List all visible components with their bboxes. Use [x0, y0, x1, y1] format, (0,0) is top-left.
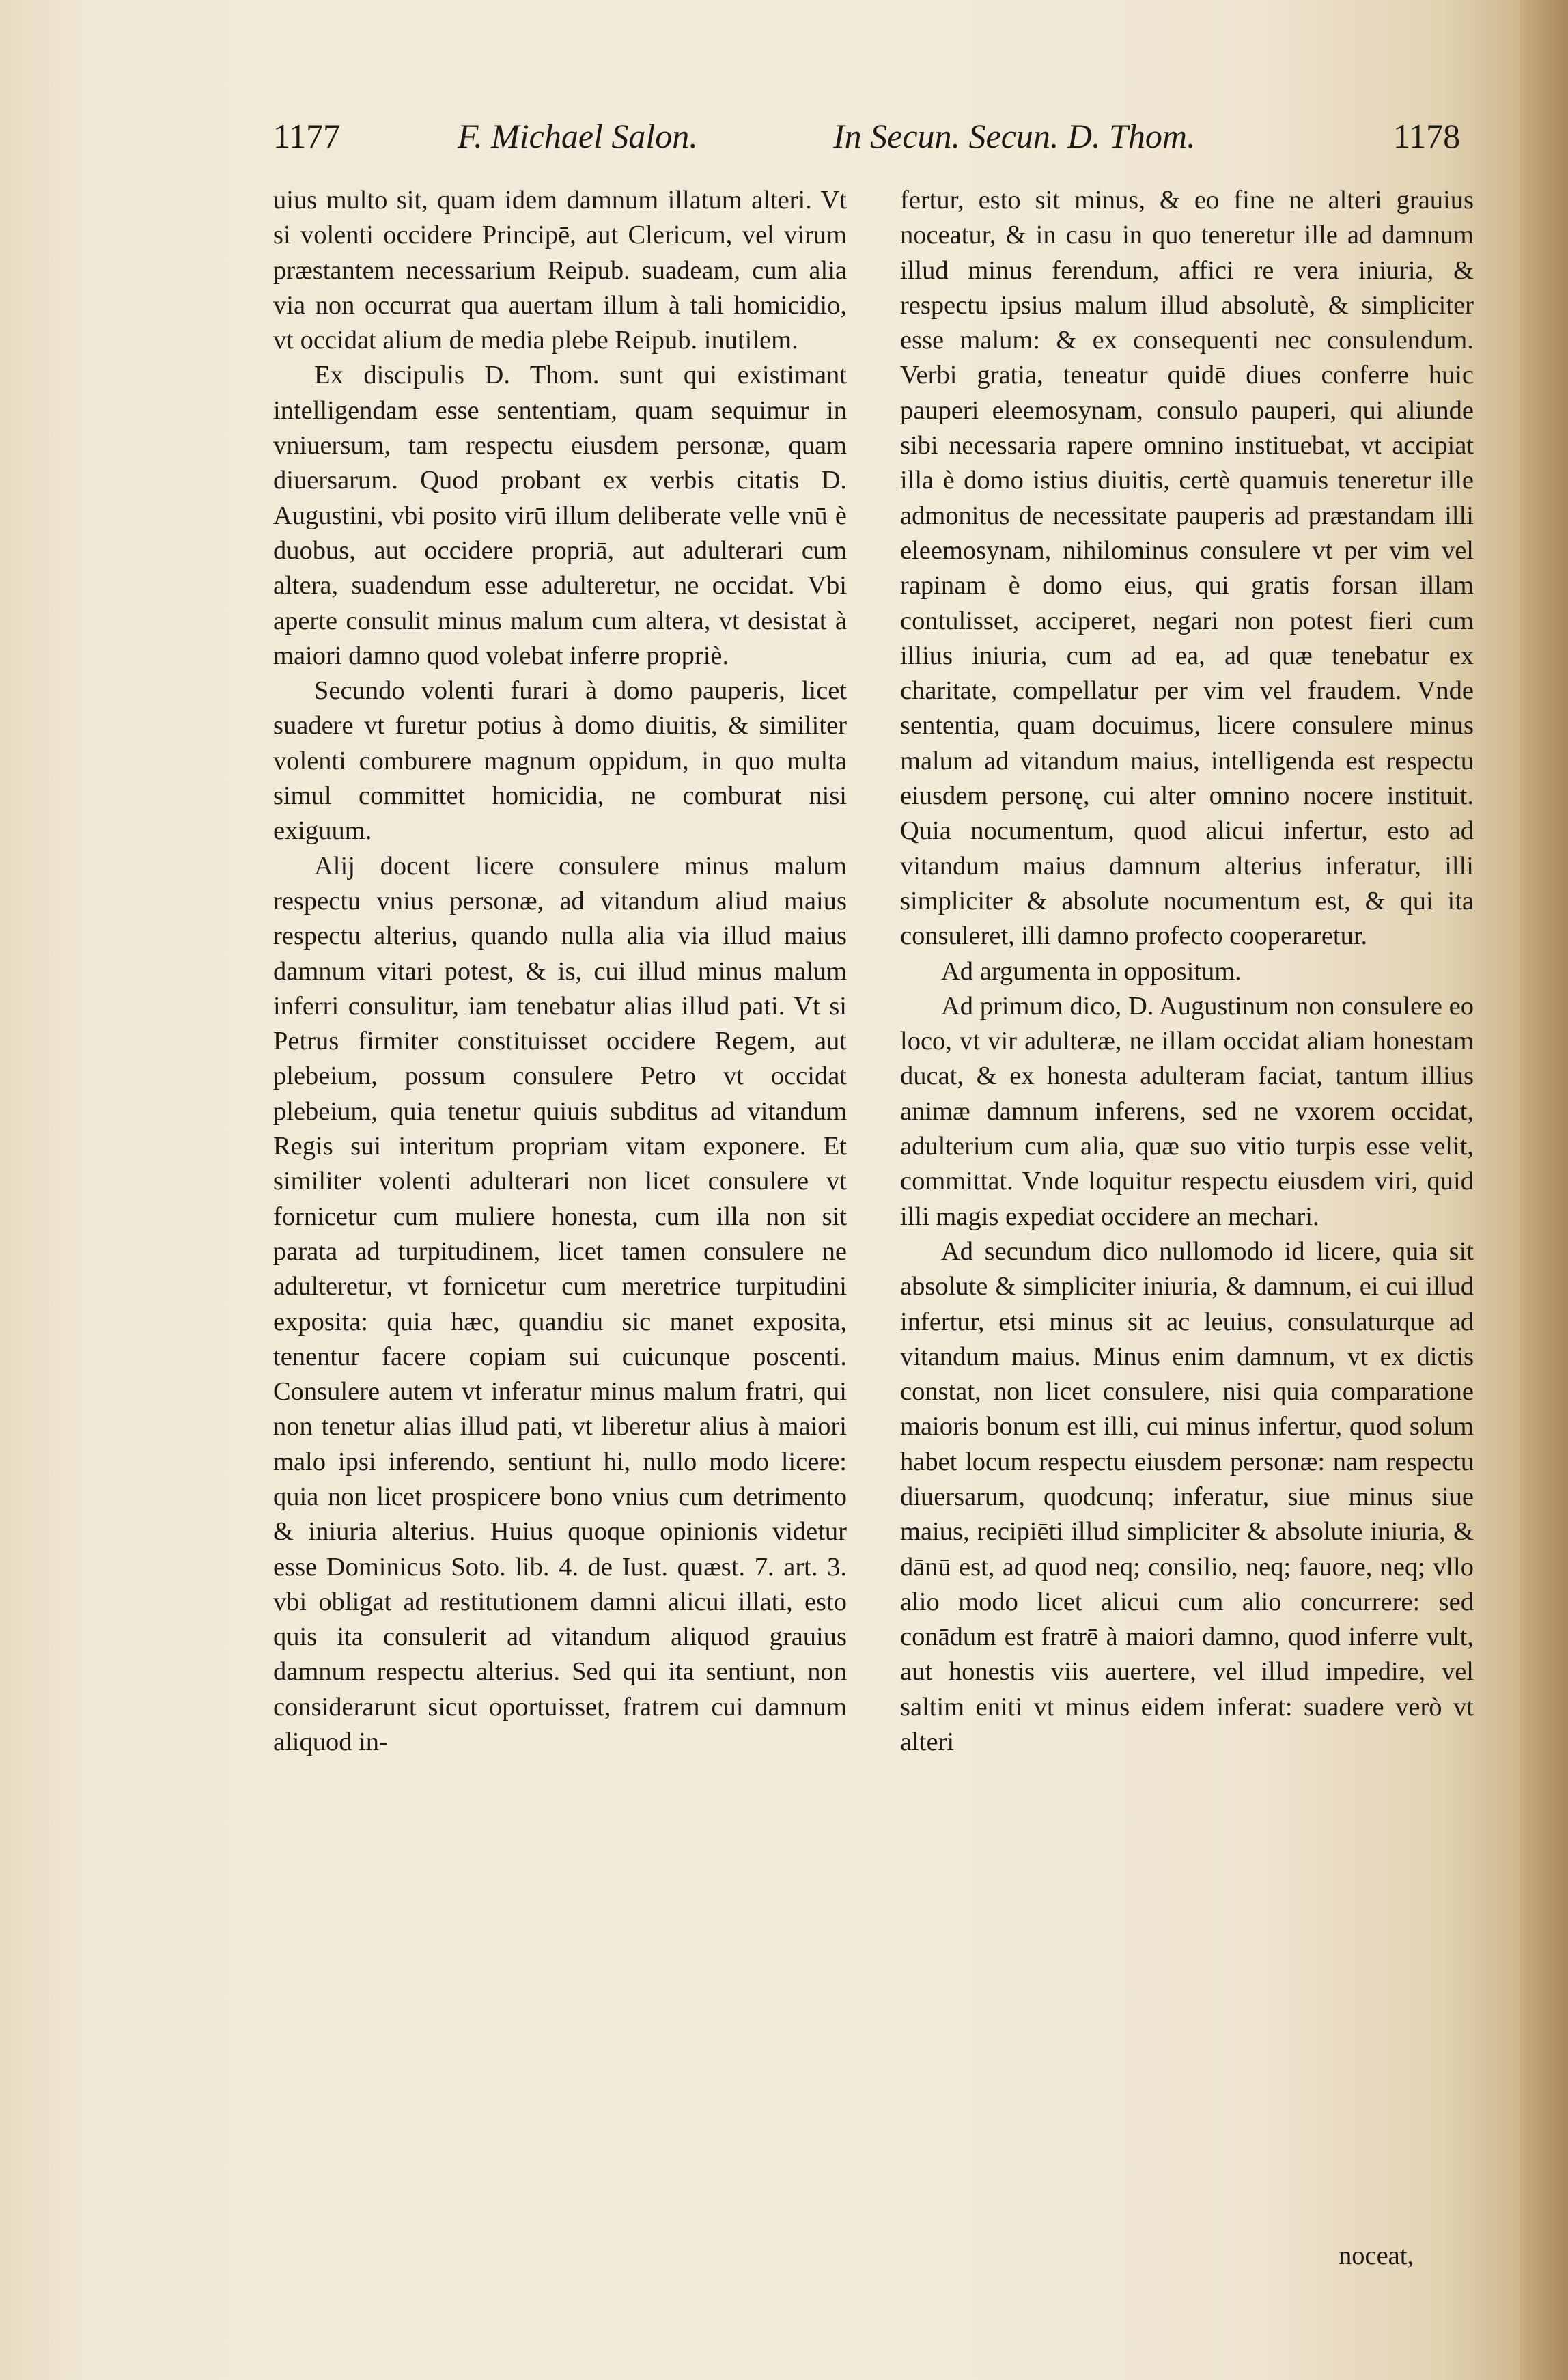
paragraph: Ex discipulis D. Thom. sunt qui existimant intelligendam esse sententiam, quam sequimur in vniuersum, tam respectu eiusdem personæ, quam diuersarum. Quod probant ex verbis citatis D. Augustini, vbi posito virū illum deliberate velle vnū è duobus, aut occidere propriā, aut adulterari cum altera, suadendum esse adulteretur, ne occidat. Vbi aperte consulit minus malum cum altera, vt desistat à maiori damno quod volebat inferre propriè.: [273, 361, 847, 670]
section-heading: Ad argumenta in oppositum.: [941, 956, 1242, 986]
facing-page-edge: [1520, 0, 1568, 2380]
paragraph: Ad secundum dico nullomodo id licere, quia sit absolute & simpliciter iniuria, & damnum, ei cui illud infertur, etsi minus sit ac leuius, consulaturque ad vitandum maius. Minus enim damnum, vt ex dictis constat, non licet consulere, nisi quia comparatione maioris bonum est illi, cui minus infertur, quod solum habet locum respectu eiusdem personæ: nam respectu diuersarum, quodcunq; inferatur, siue minus siue maius, recipiēti illud simpliciter & absolute iniuria, & dānū est, ad quod neq; consilio, neq; fauore, neq; vllo alio modo licet alicui cum alio concurrere: sed conādum est fratrē à maiori damno, quod inferre vult, aut honestis viis auertere, vel illud impedire, vel saltim eniti vt minus eidem inferat: suadere verò vt alteri: [900, 1236, 1474, 1757]
left-column: [273, 183, 847, 1760]
page-number-right: 1178: [1393, 117, 1461, 155]
paragraph: Ad primum dico, D. Augustinum non consulere eo loco, vt vir adulteræ, ne illam occidat aliam honestam ducat, & ex honesta adulteram faciat, tantum illius animæ damnum inferens, sed ne vxorem occidat, adulterium cum alia, quæ suo vitio turpis esse velit, committat. Vnde loquitur respectu eiusdem viri, quid illi magis expediat occidere an mechari.: [900, 991, 1474, 1231]
paragraph: uius multo sit, quam idem damnum illatum alteri. Vt si volenti occidere Principē, aut Clericum, vel virum præstantem necessarium Reipub. suadeam, cum alia via non occurrat qua auertam illum à tali homicidio, vt occidat alium de media plebe Reipub. inutilem.: [273, 186, 847, 355]
page-number-left: 1177: [273, 117, 341, 155]
paragraph: Secundo volenti furari à domo pauperis, licet suadere vt furetur potius à domo diuitis, & similiter volenti comburere magnum oppidum, in quo multa simul committet homicidia, ne comburat nisi exiguum.: [273, 676, 847, 846]
paragraph: Alij docent licere consulere minus malum respectu vnius personæ, ad vitandum aliud maius respectu alterius, quando nulla alia via illud maius damnum vitari potest, & is, cui illud minus malum inferri consulitur, iam tenebatur alias illud pati. Vt si Petrus firmiter constituisset occidere Regem, aut plebeium, possum consulere Petro vt occidat plebeium, quia tenetur quiuis subditus ad vitandum Regis sui interitum propriam vitam exponere. Et similiter volenti adulterari non licet consulere vt fornicetur cum muliere honesta, cum illa non sit parata ad turpitudinem, licet tamen consulere ne adulteretur, vt fornicetur cum meretrice turpitudini exposita: quia hæc, quandiu sic manet exposita, tenentur facere copiam sui cuicunque poscenti. Consulere autem vt inferatur minus malum fratri, qui non tenetur alias illud pati, vt liberetur alius à maiori malo ipsi inferendo, sentiunt hi, nullo modo licere: quia non licet prospicere bono vnius cum detrimento & iniuria alterius. Huius quoque opinionis videtur esse Dominicus Soto. lib. 4. de Iust. quæst. 7. art. 3. vbi obligat ad restitutionem damni alicui illati, esto quis ita consulerit ad vitandum aliquod grauius damnum respectu alterius. Sed qui ita sentiunt, non considerarunt sicut oportuisset, fratrem cui damnum aliquod in-: [273, 851, 847, 1757]
catchword: noceat,: [1339, 2241, 1414, 2270]
right-column: [900, 183, 1474, 1760]
paragraph: fertur, esto sit minus, & eo fine ne alteri grauius noceatur, & in casu in quo teneretur ille ad damnum illud minus ferendum, affici re vera iniuria, & respectu ipsius malum illud absolutè, & simpliciter esse malum: & ex consequenti nec consulendum. Verbi gratia, teneatur quidē diues conferre huic pauperi eleemosynam, consulo pauperi, qui aliunde sibi necessaria rapere omnino instituebat, vt accipiat illa è domo istius diuitis, certè quamuis teneretur ille admonitus de necessitate pauperis ad præstandam illi eleemosynam, nihilominus consulere vt per vim vel rapinam è domo eius, qui gratis forsan illam contulisset, acciperet, negari non potest fieri cum illius iniuria, cum ad ea, ad quæ tenebatur ex charitate, compellatur per vim vel fraudem. Vnde sententia, quam docuimus, licere consulere minus malum ad vitandum maius, intelligenda est respectu eiusdem personę, cui alter omnino nocere instituit. Quia nocumentum, quod alicui infertur, esto ad vitandum maius damnum alterius inferatur, illi simpliciter & absolute nocumentum est, & qui ita consuleret, illi damno profecto cooperaretur.: [900, 186, 1474, 951]
running-head-author: F. Michael Salon.: [458, 117, 698, 155]
running-head-title: In Secun. Secun. D. Thom.: [833, 117, 1196, 155]
page-header: [273, 116, 1461, 171]
